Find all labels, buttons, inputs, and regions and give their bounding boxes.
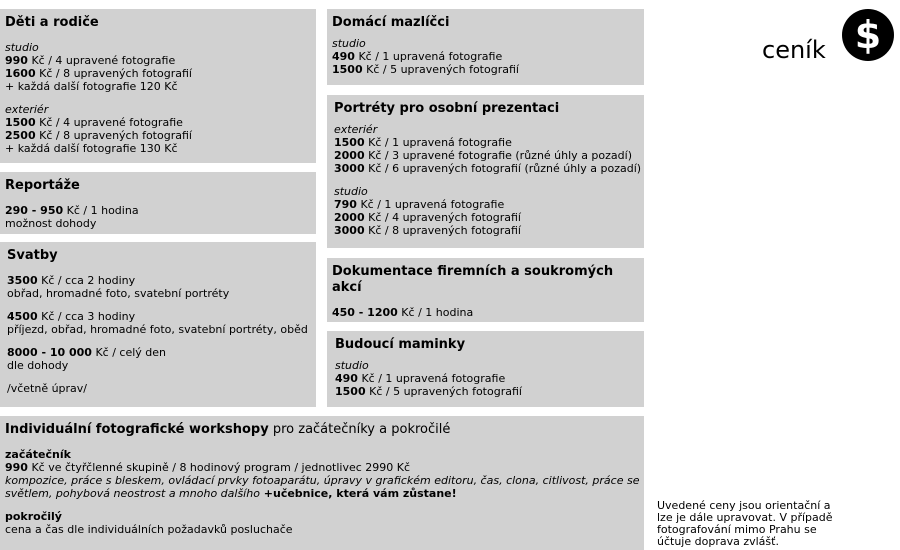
exterior-label: exteriér [5, 103, 49, 116]
price-line: 1600 Kč / 8 upravených fotografií [5, 67, 192, 80]
studio-label: studio [334, 185, 368, 198]
description-line: kompozice, práce s bleskem, ovládací prvky fotoaparátu, úpravy v grafickém editoru, čas, clona, citlivost, práce se [5, 474, 640, 487]
section-title: Děti a rodiče [5, 15, 99, 30]
description-line: příjezd, obřad, hromadné foto, svatební portréty, oběd [7, 323, 308, 336]
price-line: 3000 Kč / 8 upravených fotografií [334, 224, 521, 237]
section-svatby [0, 242, 316, 407]
price-line: 450 - 1200 Kč / 1 hodina [332, 306, 474, 319]
description-line: obřad, hromadné foto, svatební portréty [7, 287, 230, 300]
studio-label: studio [5, 41, 39, 54]
price-line: 1500 Kč / 4 upravené fotografie [5, 116, 183, 129]
description-line: světlem, pohybová neostrost a mnoho dalšího +učebnice, která vám zůstane! [5, 487, 457, 500]
price-line: 990 Kč / 4 upravené fotografie [5, 54, 176, 67]
footer-note: /včetně úprav/ [7, 382, 88, 395]
advanced-description: cena a čas dle individuálních požadavků posluchače [5, 523, 293, 536]
exterior-label: exteriér [334, 123, 378, 136]
section-title: Svatby [7, 248, 58, 263]
price-line: 990 Kč ve čtyřčlenné skupině / 8 hodinový program / jednotlivec 2990 Kč [5, 461, 411, 474]
price-line: 1500 Kč / 5 upravených fotografií [335, 385, 522, 398]
price-line: 2500 Kč / 8 upravených fotografií [5, 129, 192, 142]
price-line: 1500 Kč / 1 upravená fotografie [334, 136, 512, 149]
section-budouci-maminky [327, 331, 644, 407]
section-title: Individuální fotografické workshopy pro začátečníky a pokročilé [5, 422, 451, 437]
section-workshopy [0, 416, 644, 550]
note-line: možnost dohody [5, 217, 97, 230]
section-portrety [327, 95, 644, 248]
price-line: 3500 Kč / cca 2 hodiny [7, 274, 136, 287]
price-line: 490 Kč / 1 upravená fotografie [332, 50, 503, 63]
section-domaci-mazlicci [327, 9, 644, 85]
section-title: Portréty pro osobní prezentaci [334, 101, 560, 116]
section-reportaze [0, 172, 316, 234]
price-line: 1500 Kč / 5 upravených fotografií [332, 63, 519, 76]
price-line: 290 - 950 Kč / 1 hodina [5, 204, 139, 217]
section-deti-a-rodice [0, 9, 316, 163]
section-title: Reportáže [5, 178, 80, 193]
price-line: 2000 Kč / 3 upravené fotografie (různé úhly a pozadí) [334, 149, 632, 162]
dollar-circle-icon: $ [842, 9, 894, 61]
studio-label: studio [335, 359, 369, 372]
price-line: 3000 Kč / 6 upravených fotografií (různé úhly a pozadí) [334, 162, 642, 175]
section-title: Budoucí maminky [335, 337, 466, 352]
price-line: 4500 Kč / cca 3 hodiny [7, 310, 136, 323]
extra-price-note: + každá další fotografie 120 Kč [5, 80, 178, 93]
price-line: 490 Kč / 1 upravená fotografie [335, 372, 506, 385]
price-list-title: ceník [762, 36, 826, 64]
price-line: 790 Kč / 1 upravená fotografie [334, 198, 505, 211]
extra-price-note: + každá další fotografie 130 Kč [5, 142, 178, 155]
section-title-line-1: Dokumentace firemních a soukromých [332, 264, 614, 279]
section-title-line-2: akcí [332, 280, 362, 295]
price-line: 8000 - 10 000 Kč / celý den [7, 346, 167, 359]
pricing-disclaimer: Uvedené ceny jsou orientační a lze je dále upravovat. V případě fotografování mimo Prahu se účtuje doprava zvlášť. [657, 499, 833, 548]
section-dokumentace [327, 258, 644, 322]
price-line: 2000 Kč / 4 upravených fotografií [334, 211, 521, 224]
studio-label: studio [332, 37, 366, 50]
section-title: Domácí mazlíčci [332, 15, 450, 30]
description-line: dle dohody [7, 359, 69, 372]
beginner-label: začátečník [5, 448, 71, 461]
advanced-label: pokročilý [5, 510, 62, 523]
